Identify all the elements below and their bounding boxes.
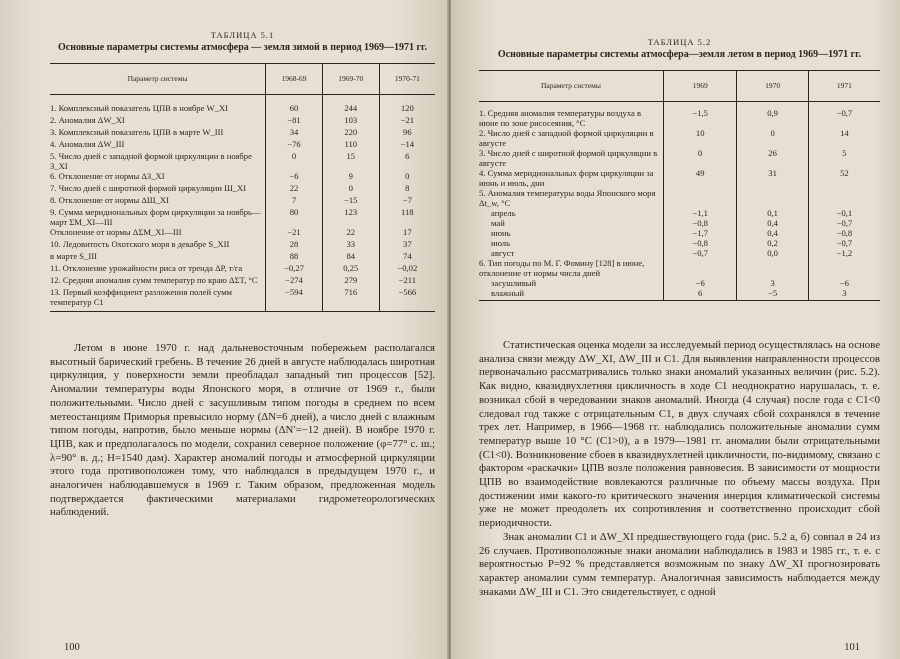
col-header: Параметр системы [50, 64, 266, 95]
left-page [0, 0, 449, 659]
table-row [50, 239, 435, 251]
value-cell: −274 [266, 275, 323, 287]
table-body [479, 102, 880, 301]
table-body [50, 95, 435, 312]
value-cell: 34 [266, 127, 323, 139]
value-cell: −81 [266, 115, 323, 127]
col-header: 1971 [808, 71, 880, 102]
table-row [479, 208, 880, 218]
value-cell: −211 [379, 275, 435, 287]
param-cell: влажный [479, 288, 663, 301]
param-cell: 3. Комплексный показатель ЦПВ в марте W_III [50, 127, 224, 137]
value-cell: 6 [379, 151, 435, 171]
value-cell: −6 [266, 171, 323, 183]
value-cell: −0,8 [808, 228, 880, 238]
value-cell: −6 [808, 278, 880, 288]
data-table [50, 63, 435, 312]
value-cell: 8 [379, 183, 435, 195]
value-cell: −0,1 [808, 208, 880, 218]
param-cell: июнь [491, 228, 511, 238]
param-cell: 5. Число дней с западной формой циркуляции в ноябре З_XI [50, 151, 252, 171]
col-header: 1969 [663, 71, 736, 102]
value-cell: 0,9 [737, 102, 808, 129]
table-row [479, 188, 880, 208]
value-cell: −21 [266, 227, 323, 239]
value-cell: 0 [379, 171, 435, 183]
value-cell: −0,27 [266, 263, 323, 275]
value-cell: 74 [379, 251, 435, 263]
table-row [50, 151, 435, 171]
value-cell: 84 [322, 251, 379, 263]
value-cell: −76 [266, 139, 323, 151]
value-cell: −5 [737, 288, 808, 301]
value-cell: 110 [322, 139, 379, 151]
value-cell: 22 [322, 227, 379, 239]
col-header: 1970-71 [379, 64, 435, 95]
value-cell: 7 [266, 195, 323, 207]
table-row [50, 95, 435, 116]
page-number: 101 [844, 642, 860, 653]
value-cell: 96 [379, 127, 435, 139]
table-row [479, 128, 880, 148]
param-cell: июль [491, 238, 511, 248]
table-row [50, 127, 435, 139]
value-cell: 118 [379, 207, 435, 227]
value-cell: 0 [737, 128, 808, 148]
value-cell: 103 [322, 115, 379, 127]
value-cell: 3 [737, 278, 808, 288]
value-cell: 9 [322, 171, 379, 183]
value-cell: 0,4 [737, 218, 808, 228]
table-title: Основные параметры системы атмосфера—земля летом в период 1969—1971 гг. [497, 49, 862, 60]
param-cell: 13. Первый коэффициент разложения полей сумм температур C1 [50, 287, 266, 312]
table-row [50, 207, 435, 227]
param-cell: август [491, 248, 515, 258]
table-row [479, 218, 880, 228]
table-row [50, 195, 435, 207]
table-row [479, 102, 880, 129]
value-cell [808, 258, 880, 278]
value-cell: 10 [663, 128, 736, 148]
value-cell: 0,0 [737, 248, 808, 258]
table-row [50, 183, 435, 195]
value-cell: 52 [808, 168, 880, 188]
value-cell: 33 [322, 239, 379, 251]
table-row [479, 228, 880, 238]
value-cell [737, 258, 808, 278]
table-label: ТАБЛИЦА 5.1 [210, 30, 275, 40]
table-row [479, 248, 880, 258]
paragraph: Летом в июне 1970 г. над дальневосточным побережьем располагался высотный барический гребень. В течение 26 дней в августе наблюдалась широтная циркуляция, у поверхности земли преобладал западный тип процессов [52]. Аномалии температуры воды Японского моря, в отличие от 1969 г., были положительными. Число дней с засушливым типом погоды в среднем по всем метеостанциям Приморья превысило норму (ΔN=6 дней), а число дней с влажным типом погоды, напротив, было меньше нормы (ΔN′=−12 дней). В ноябре 1970 г. ЦПВ, как и предполагалось по модели, сохранил северное положение (φ=77° с. ш.; λ=90° в. д.; H=1540 дам). Характер аномалий погоды и атмосферной циркуляции этого года противоположен тому, что наблюдался в предыдущем 1970 г., и аналогичен наблюдавшемуся в 1969 г. Таким образом, предложенная модель подтверждается фактическими материалами гидрометеорологических наблюдений. [50, 342, 435, 519]
value-cell: −14 [379, 139, 435, 151]
value-cell: −1,7 [663, 228, 736, 238]
paragraph: Статистическая оценка модели за исследуемый период осуществлялась на основе анализа связи между ΔW_XI, ΔW_III и C1. Для выявления направленности процессов первоначально рассматривались только знаки аномалий указанных величин (рис. 5.2). Как видно, квазидвухлетняя цикличность в ходе C1 неоднократно нарушалась, т. е. возникал сбой в чередовании знаков аномалий. Иногда (4 случая) после года с C1<0 следовал год также с отрицательным C1, в двух случаях сбой сохранялся в течение трех лет. Например, в 1966—1968 гг. наблюдались положительные аномалии сумм температур выше 10 °C (C1>0), а в 1979—1981 гг. аномалии были отрицательными (C1<0). Возникновение сбоев в квазидвухлетней цикличности, по-видимому, связано с фактором «раскачки» ЦПВ возле положения равновесия. В зависимости от мощности ЦПВ во взаимодействие вовлекаются различные по объему массы воздуха. При достижении ими какого-то критического значения инерция климатической системы уже не может преодолеть их сопротивления и соответственно происходит сбой периодичности. [479, 339, 880, 530]
table-row [479, 168, 880, 188]
param-cell: 6. Отклонение от нормы ΔЗ_XI [50, 171, 165, 181]
value-cell: 26 [737, 148, 808, 168]
value-cell: 0,1 [737, 208, 808, 218]
value-cell: −1,1 [663, 208, 736, 218]
param-cell: 9. Сумма меридиональных форм циркуляции за ноябрь—март ΣМ_XI—III [50, 207, 261, 227]
value-cell: 88 [266, 251, 323, 263]
table-row [479, 258, 880, 278]
value-cell: 37 [379, 239, 435, 251]
value-cell: 279 [322, 275, 379, 287]
param-cell: апрель [491, 208, 516, 218]
table-row [479, 238, 880, 248]
value-cell: 15 [322, 151, 379, 171]
value-cell: −0,7 [808, 238, 880, 248]
param-cell: 2. Число дней с западной формой циркуляции в августе [479, 128, 654, 148]
value-cell: −21 [379, 115, 435, 127]
value-cell: 31 [737, 168, 808, 188]
value-cell: −1,5 [663, 102, 736, 129]
value-cell: −1,2 [808, 248, 880, 258]
value-cell [663, 258, 736, 278]
value-cell: −0,02 [379, 263, 435, 275]
param-cell: 1. Средняя аномалия температуры воздуха в июне по зоне рисосеяния, °C [479, 108, 642, 128]
table-row [50, 275, 435, 287]
param-cell: 3. Число дней с широтной формой циркуляции в августе [479, 148, 658, 168]
param-cell: 1. Комплексный показатель ЦПВ в ноябре W_XI [50, 103, 229, 113]
table-row [479, 278, 880, 288]
value-cell: 28 [266, 239, 323, 251]
col-header: 1969-70 [322, 64, 379, 95]
value-cell: 244 [322, 95, 379, 116]
value-cell: −15 [322, 195, 379, 207]
param-cell: 12. Средняя аномалия сумм температур по краю ΔΣT, °C [50, 275, 258, 285]
param-cell: 10. Ледовитость Охотского моря в декабре S_XII [50, 239, 230, 249]
value-cell: 17 [379, 227, 435, 239]
param-cell: 7. Число дней с широтной формой циркуляции Ш_XI [50, 183, 247, 193]
value-cell: 0 [266, 151, 323, 171]
table-row [50, 115, 435, 127]
value-cell: 14 [808, 128, 880, 148]
value-cell: −0,8 [663, 218, 736, 228]
value-cell [808, 188, 880, 208]
table-row [50, 251, 435, 263]
table-row [50, 287, 435, 312]
table-row [50, 139, 435, 151]
value-cell: −6 [663, 278, 736, 288]
value-cell: 3 [808, 288, 880, 301]
data-table [479, 70, 880, 301]
value-cell: 0,4 [737, 228, 808, 238]
table-row [479, 148, 880, 168]
table-title: Основные параметры системы атмосфера — земля зимой в период 1969—1971 гг. [58, 42, 427, 53]
value-cell: −0,8 [663, 238, 736, 248]
value-cell: −0,7 [808, 102, 880, 129]
param-cell: в марте S_III [50, 251, 97, 261]
table-row [50, 263, 435, 275]
table-row [50, 171, 435, 183]
value-cell [737, 188, 808, 208]
param-cell: 8. Отклонение от нормы ΔШ_XI [50, 195, 169, 205]
col-header: 1968-69 [266, 64, 323, 95]
value-cell: 716 [322, 287, 379, 312]
param-cell: 2. Аномалия ΔW_XI [50, 115, 125, 125]
table-row [50, 227, 435, 239]
value-cell: 22 [266, 183, 323, 195]
value-cell: 0 [322, 183, 379, 195]
value-cell: −7 [379, 195, 435, 207]
value-cell: 123 [322, 207, 379, 227]
param-cell: Отклонение от нормы ΔΣМ_XI—III [50, 227, 182, 237]
value-cell: 0,25 [322, 263, 379, 275]
right-page [451, 0, 900, 659]
value-cell: −566 [379, 287, 435, 312]
col-header: 1970 [737, 71, 808, 102]
value-cell: 5 [808, 148, 880, 168]
param-cell: 11. Отклонение урожайности риса от тренда ΔP, т/га [50, 263, 243, 273]
page-number: 100 [64, 642, 80, 653]
value-cell: 49 [663, 168, 736, 188]
paragraph: Знак аномалии C1 и ΔW_XI предшествующего года (рис. 5.2 а, б) совпал в 24 из 26 случаев. Противоположные знаки аномалии наблюдались в 1983 и 1985 гг., т. е. с вероятностью P=92 % представляется возможным по знаку ΔW_XI прогнозировать характер аномалии сумм температур. Аналогичная зависимость наблюдается между знаками ΔW_III и C1. Это свидетельствует, с одной [479, 530, 880, 598]
value-cell [663, 188, 736, 208]
param-cell: засушливый [491, 278, 537, 288]
param-cell: 4. Сумма меридиональных форм циркуляции за июнь и июль, дни [479, 168, 654, 188]
value-cell: −594 [266, 287, 323, 312]
table-row [479, 288, 880, 301]
value-cell: 6 [663, 288, 736, 301]
value-cell: 60 [266, 95, 323, 116]
value-cell: 0,2 [737, 238, 808, 248]
table-label: ТАБЛИЦА 5.2 [647, 37, 712, 47]
value-cell: −0,7 [663, 248, 736, 258]
value-cell: 0 [663, 148, 736, 168]
value-cell: 220 [322, 127, 379, 139]
value-cell: 80 [266, 207, 323, 227]
col-header: Параметр системы [479, 71, 663, 102]
param-cell: 5. Аномалия температуры воды Японского моря Δt_w, °C [479, 188, 656, 208]
value-cell: −0,7 [808, 218, 880, 228]
param-cell: 4. Аномалия ΔW_III [50, 139, 125, 149]
value-cell: 120 [379, 95, 435, 116]
param-cell: 6. Тип погоды по М. Г. Фомину [128] в июне, отклонение от нормы числа дней [479, 258, 645, 278]
param-cell: май [491, 218, 505, 228]
